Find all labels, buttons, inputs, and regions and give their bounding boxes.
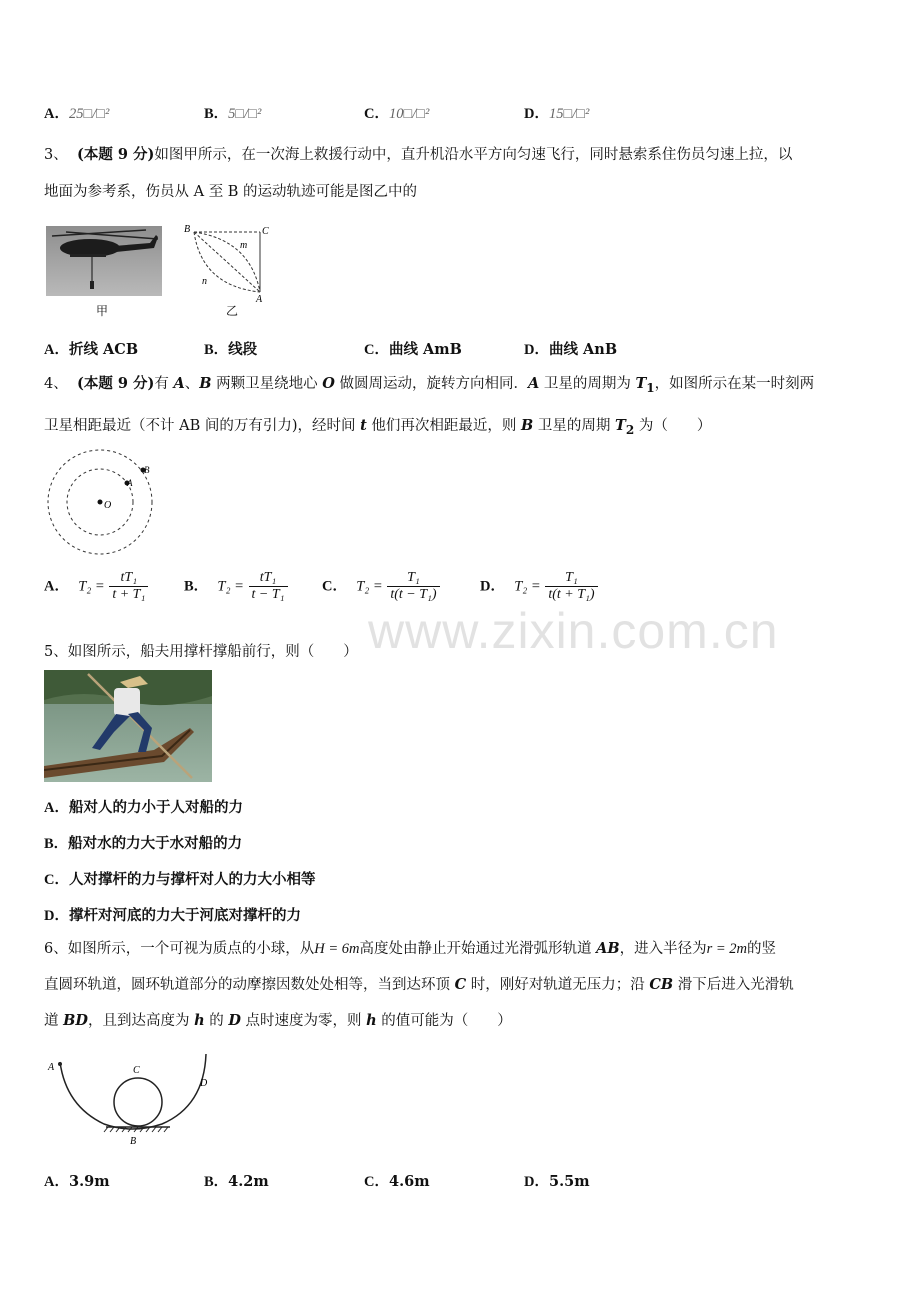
- q2-option-d: D．15□/□²: [524, 106, 590, 122]
- fraction: $\frac{\text{T₁}}{\text{t(t + T₁)}}$: [545, 570, 597, 603]
- q6-option-b: B．4.2m: [204, 1173, 269, 1190]
- label-d: D: [200, 1078, 208, 1089]
- q3-option-d: D．曲线 AnB: [524, 341, 618, 358]
- q4-stem: [44, 365, 884, 449]
- q3-option-b: B．线段: [204, 341, 258, 358]
- q5-stem: 5、如图所示，船夫用撑杆撑船前行，则（ ）: [44, 644, 358, 660]
- orbit-diagram: [44, 446, 156, 558]
- q6-option-d: D．5.5m: [524, 1173, 590, 1190]
- helicopter-image: [46, 226, 162, 296]
- q5-option-b: B．船对水的力大于水对船的力: [44, 835, 243, 852]
- q3-stem-line-2: 地面为参考系，伤员从 A 至 B 的运动轨迹可能是图乙中的: [44, 184, 418, 200]
- loop-track-diagram: [44, 1050, 216, 1146]
- label-c: C: [262, 226, 269, 237]
- q3-trajectory-figure: [180, 220, 274, 318]
- q3-option-a: A．折线 ACB: [44, 341, 139, 358]
- q4-orbit-figure: [44, 446, 156, 562]
- q4-option-d: D． T₂ = $\frac{\text{T₁}}{\text{t(t + T₁)}}$: [480, 570, 598, 603]
- q2-option-c: C．10□/□²: [364, 106, 430, 122]
- fraction: $\frac{\text{tT₁}}{\text{t − T₁}}$: [249, 570, 288, 603]
- q6-stem-line-3: 道 BD，且到达高度为 h 的 D 点时速度为零，则 h 的值可能为（ ）: [44, 1012, 512, 1029]
- q4-stem-line-1: 4、 (本题 9 分)有 A、B 两颗卫星绕地心 O 做圆周运动，旋转方向相同．A 卫星的周期为 $T_1$，如图所示在某一时刻两: [44, 375, 815, 395]
- q4-option-b: B． T₂ = $\frac{\text{tT₁}}{\text{t − T₁}}$: [184, 570, 288, 603]
- q6-option-a: A．3.9m: [44, 1173, 110, 1190]
- label-n: n: [202, 276, 207, 287]
- label-a: A: [256, 294, 263, 304]
- ball-dot: [58, 1062, 62, 1066]
- trajectory-diagram: [180, 220, 274, 304]
- label-a: A: [127, 478, 133, 488]
- q3-helicopter-figure: [46, 226, 162, 318]
- q6-stem: [44, 931, 884, 1039]
- q6-track-figure: [44, 1050, 216, 1150]
- q6-stem-line-1: 6、如图所示，一个可视为质点的小球，从H = 6m高度处由静止开始通过光滑弧形轨道 AB，进入半径为r = 2m的竖: [44, 940, 776, 957]
- q3-option-c: C．曲线 AmB: [364, 341, 462, 358]
- label-b: B: [130, 1136, 137, 1146]
- fraction: $\frac{\text{T₁}}{\text{t(t − T₁)}}$: [387, 570, 439, 603]
- boatman-photo: [44, 670, 212, 782]
- q5-option-a: A．船对人的力小于人对船的力: [44, 799, 243, 816]
- watermark: www.zixin.com.cn: [368, 603, 779, 659]
- q3-stem: [44, 136, 884, 211]
- q4-option-c: C． T₂ = $\frac{\text{T₁}}{\text{t(t − T₁)}}$: [322, 570, 440, 603]
- q5-option-d: D．撑杆对河底的力大于河底对撑杆的力: [44, 907, 301, 924]
- q6-stem-line-2: 直圆环轨道，圆环轨道部分的动摩擦因数处处相等，当到达环顶 C 时，刚好对轨道无压力；沿 CB 滑下后进入光滑轨: [44, 976, 794, 993]
- q4-option-a: A． T₂ = $\frac{\text{tT₁}}{\text{t + T₁}}$: [44, 570, 148, 603]
- earth-center-dot: [98, 500, 103, 505]
- q2-option-b: B．5□/□²: [204, 106, 262, 122]
- q3-fig2-caption: 乙: [226, 304, 239, 318]
- q6-option-c: C．4.6m: [364, 1173, 430, 1190]
- q3-stem-line-1: 3、 (本题 9 分)如图甲所示，在一次海上救援行动中，直升机沿水平方向匀速飞行，同时悬索系住伤员匀速上拉，以: [44, 146, 793, 163]
- label-o: O: [104, 500, 112, 511]
- label-m: m: [240, 240, 248, 251]
- fraction: $\frac{\text{tT₁}}{\text{t + T₁}}$: [109, 570, 148, 603]
- q5-boatman-figure: [44, 670, 212, 786]
- label-b: B: [184, 224, 191, 235]
- q2-option-a: A．25□/□²: [44, 106, 110, 122]
- label-a: A: [48, 1062, 55, 1073]
- label-c: C: [133, 1065, 140, 1076]
- q3-fig1-caption: 甲: [96, 304, 109, 318]
- q5-option-c: C．人对撑杆的力与撑杆对人的力大小相等: [44, 871, 316, 888]
- q4-stem-line-2: 卫星相距最近（不计 AB 间的万有引力)，经时间 t 他们再次相距最近，则 B 卫星的周期 $T_2$ 为（ ）: [44, 416, 712, 437]
- label-b: B: [144, 465, 150, 475]
